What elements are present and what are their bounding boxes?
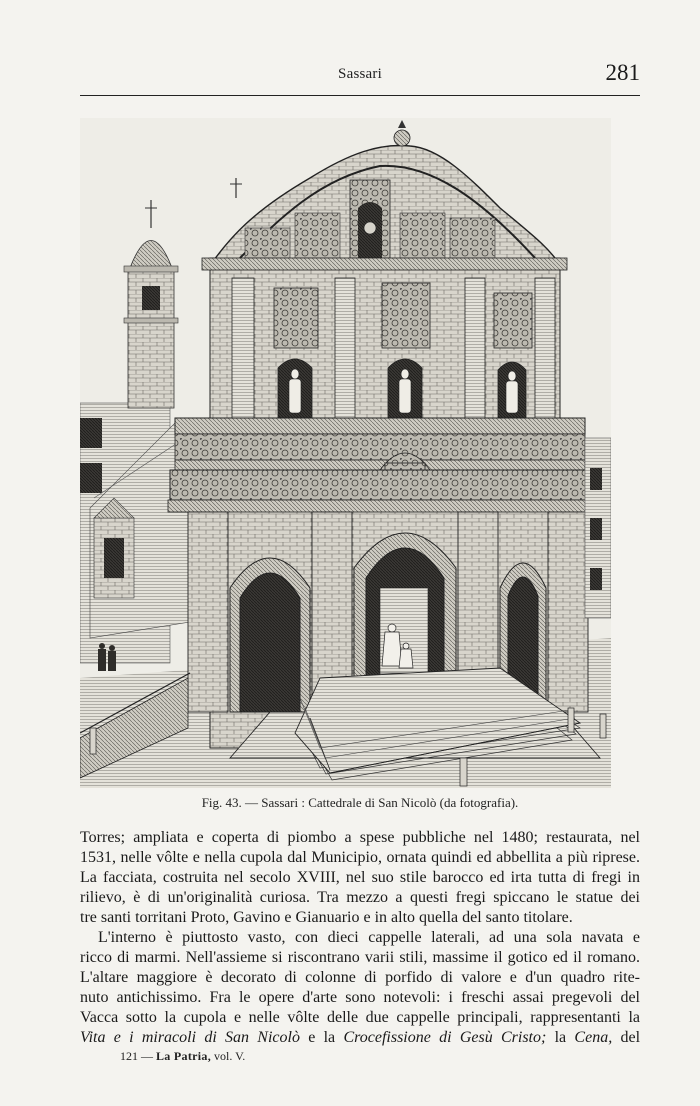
body-line: L'interno è piuttosto vasto, con dieci cappelle laterali, ad una sola navata e [98, 929, 640, 946]
italic-title: Crocefissione di Gesù Cristo; [343, 1029, 547, 1046]
body-line: ricco di marmi. Nell'assieme si riscontrano varii stili, massime il gotico ed il romano. [80, 949, 640, 966]
running-title: Sassari [338, 66, 382, 82]
italic-title: Vita e i miracoli di San Nicolò [80, 1029, 300, 1046]
body-fragment: del [612, 1029, 641, 1046]
body-line: tre santi torritani Proto, Gavino e Gianuario e in alto quella del santo titolare. [80, 909, 573, 926]
body-line-mixed [80, 1028, 640, 1048]
body-line: nuto antichissimo. Fra le opere d'arte sono notevoli: i freschi assai pregevoli del [80, 989, 640, 1006]
body-text [80, 828, 640, 1048]
footer-signature: 121 — [120, 1049, 153, 1063]
body-line: La facciata, costruita nel secolo XVIII, nel suo stile barocco ed irta tutta di fregi in [80, 869, 640, 886]
footer-volume: vol. V. [214, 1049, 246, 1063]
page-footer [120, 1049, 245, 1064]
page-header [80, 58, 640, 96]
cathedral-engraving-art [80, 118, 611, 788]
body-line: Vacca sotto la cupola e nelle vôlte delle due cappelle principali, rappresentanti la [80, 1009, 640, 1026]
page-number: 281 [605, 60, 640, 85]
body-line: 1531, nelle vôlte e nella cupola dal Municipio, ornata quindi ed abbellita a più riprese. [80, 849, 640, 866]
header-rule [80, 95, 640, 96]
body-fragment: la [546, 1029, 575, 1046]
body-line: Torres; ampliata e coperta di piombo a spese pubbliche nel 1480; restaurata, nel [80, 829, 640, 846]
italic-title: Cena, [574, 1029, 613, 1046]
body-line: L'altare maggiore è decorato di colonne di porfido di valore e d'un quadro rite- [80, 969, 640, 986]
body-line: rilievo, è di un'originalità curiosa. Tra mezzo a questi fregi spiccano le statue dei [80, 889, 640, 906]
body-fragment: e la [299, 1029, 344, 1046]
figure-caption: Fig. 43. — Sassari : Cattedrale di San Nicolò (da fotografia). [201, 795, 519, 810]
cathedral-engraving [80, 118, 611, 788]
footer-brand: La Patria, [156, 1049, 211, 1063]
